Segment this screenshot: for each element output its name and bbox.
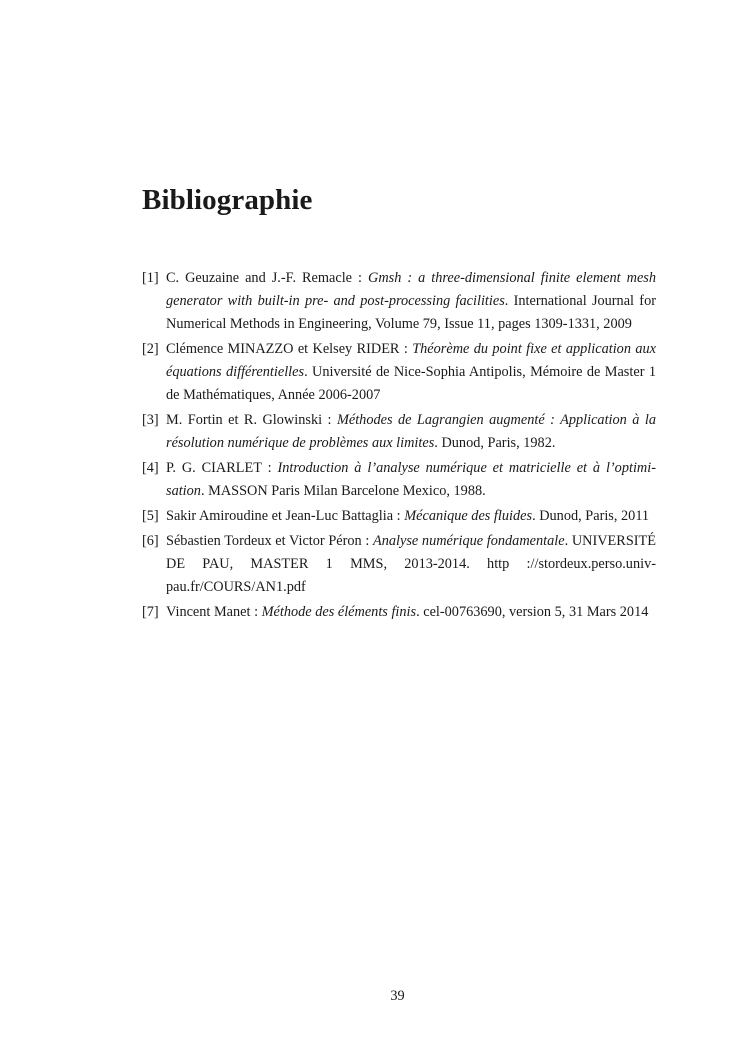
reference-title: Gmsh : a three-dimensional finite element mesh generator with built-in pre- and post-processing facilities xyxy=(166,270,656,309)
reference-details: . MASSON Paris Milan Barcelone Mexico, 1988. xyxy=(200,483,486,499)
reference-details: . Dunod, Paris, 1982. xyxy=(434,435,556,451)
reference-authors: Sébastien Tordeux et Victor Péron : xyxy=(166,533,374,549)
reference-details: . International Journal for Numerical Methods in Engineering, Volume 79, Issue 11, pages 1309-1331, 2009 xyxy=(166,293,656,332)
bibliography-entry xyxy=(142,505,656,528)
reference-number: [5] xyxy=(142,508,159,524)
reference-details: . Dunod, Paris, 2011 xyxy=(532,508,650,524)
reference-number: [1] xyxy=(142,270,159,286)
reference-details: . Université de Nice-Sophia Antipolis, Mémoire de Master 1 de Mathématiques, Année 2006-2007 xyxy=(166,364,656,403)
bibliography-list xyxy=(142,267,656,626)
bibliography-entry xyxy=(142,601,656,624)
reference-authors: M. Fortin et R. Glowinski : xyxy=(166,412,337,428)
reference-number: [2] xyxy=(142,341,159,357)
bibliography-entry xyxy=(142,530,656,599)
reference-number: [4] xyxy=(142,460,159,476)
reference-title: Théorème du point fixe et application aux équations différentielles xyxy=(166,341,656,380)
reference-details: . cel-00763690, version 5, 31 Mars 2014 xyxy=(416,604,649,620)
page-number: 39 xyxy=(390,988,405,1004)
reference-title: Méthodes de Lagrangien augmenté : Application à la résolution numérique de problèmes aux limites xyxy=(166,412,656,451)
reference-title: Mécanique des fluides xyxy=(404,508,533,524)
reference-details: . UNIVERSITÉ DE PAU, MASTER 1 MMS, 2013-2014. http ://stordeux.perso.univ-pau.fr/COURS/AN1.pdf xyxy=(166,533,656,595)
reference-authors: Sakir Amiroudine et Jean-Luc Battaglia : xyxy=(166,508,405,524)
bibliography-entry xyxy=(142,457,656,503)
reference-authors: Vincent Manet : xyxy=(166,604,262,620)
reference-number: [7] xyxy=(142,604,159,620)
bibliography-entry xyxy=(142,338,656,407)
reference-authors: Clémence MINAZZO et Kelsey RIDER : xyxy=(166,341,413,357)
reference-title: Méthode des éléments finis xyxy=(261,604,417,620)
reference-title: Analyse numérique fondamentale xyxy=(373,533,565,549)
chapter-title: Bibliographie xyxy=(142,184,313,216)
reference-title: Introduction à l’analyse numérique et matricielle et à l’optimisation xyxy=(166,460,656,499)
reference-authors: P. G. CIARLET : xyxy=(166,460,278,476)
reference-number: [6] xyxy=(142,533,159,549)
bibliography-entry xyxy=(142,409,656,455)
reference-number: [3] xyxy=(142,412,159,428)
reference-authors: C. Geuzaine and J.-F. Remacle : xyxy=(166,270,368,286)
bibliography-entry xyxy=(142,267,656,336)
